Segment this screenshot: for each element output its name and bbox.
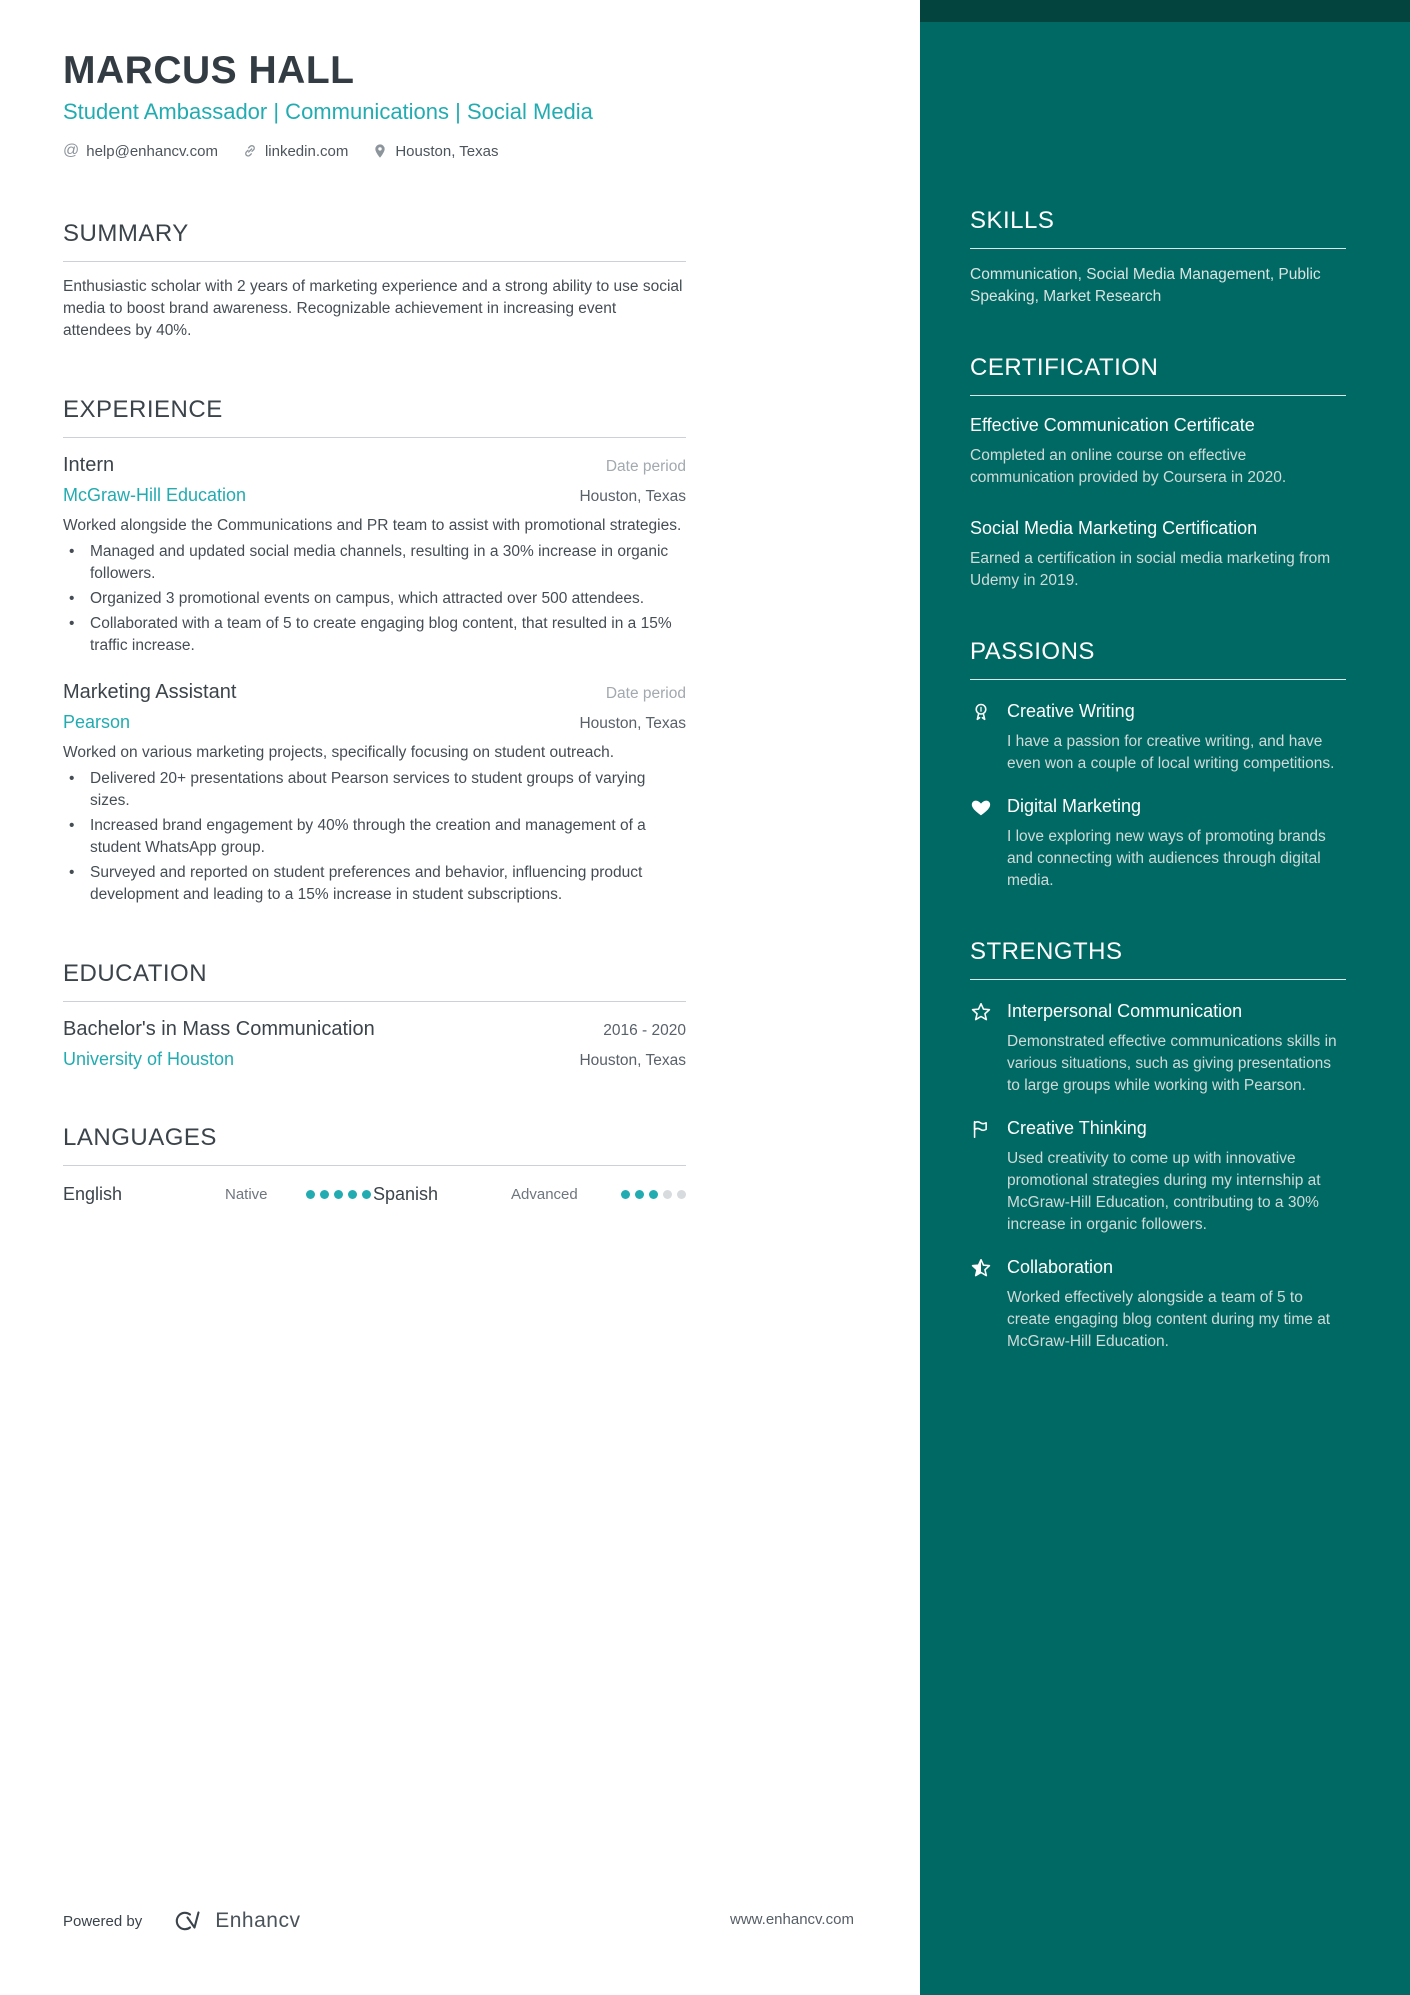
job-role: Marketing Assistant: [63, 681, 237, 703]
job-date: Date period: [605, 685, 686, 702]
education-heading: EDUCATION: [63, 960, 686, 1002]
language-name: Spanish: [373, 1184, 439, 1204]
job-bullet: • Delivered 20+ presentations about Pearson services to student groups of varying sizes.: [63, 768, 686, 812]
email-text: help@enhancv.com: [86, 142, 218, 160]
job-date: Date period: [605, 458, 686, 475]
strengths-heading: STRENGTHS: [970, 938, 1346, 980]
strength-item: [970, 1000, 1346, 1097]
linkedin-text: linkedin.com: [264, 142, 349, 160]
certification-heading: CERTIFICATION: [970, 354, 1346, 396]
education-date: 2016 - 2020: [603, 1022, 686, 1039]
main-column: [63, 0, 686, 1205]
enhancv-logo-icon[interactable]: [170, 1908, 206, 1934]
location-text: Houston, Texas: [395, 142, 499, 160]
passion-description: I have a passion for creative writing, and have even won a couple of local writing competitions.: [1007, 733, 1335, 773]
language-name: English: [63, 1184, 123, 1204]
linkedin-link[interactable]: [242, 143, 348, 160]
passion-title: Creative Writing: [1007, 701, 1135, 722]
email-link[interactable]: [63, 142, 218, 160]
certification-title: Social Media Marketing Certification: [970, 518, 1258, 539]
passion-item: [970, 795, 1346, 892]
dot-filled: [334, 1190, 343, 1199]
summary-heading: SUMMARY: [63, 220, 686, 262]
skills-list: Communication, Social Media Management, Public Speaking, Market Research: [970, 266, 1321, 305]
strength-description: Worked effectively alongside a team of 5 to create engaging blog content during my time at McGraw-Hill Education.: [1007, 1289, 1331, 1351]
link-icon: [242, 143, 258, 159]
strength-item: [970, 1256, 1346, 1353]
languages-heading: LANGUAGES: [63, 1124, 686, 1166]
languages-row: [63, 1184, 686, 1205]
passion-description: I love exploring new ways of promoting brands and connecting with audiences through digital media.: [1007, 828, 1326, 890]
passions-heading: PASSIONS: [970, 638, 1346, 680]
dot-filled: [320, 1190, 329, 1199]
sidebar-top-stripe: [920, 0, 1410, 22]
passion-title: Digital Marketing: [1007, 796, 1142, 817]
dot-filled: [635, 1190, 644, 1199]
at-icon: @: [63, 142, 80, 159]
strength-body: [1007, 1256, 1346, 1353]
education-entry: [63, 1018, 686, 1070]
education-school: University of Houston: [63, 1049, 235, 1069]
education-location: Houston, Texas: [579, 1052, 686, 1069]
contact-row: [63, 142, 686, 160]
candidate-title: Student Ambassador | Communications | Social Media: [63, 99, 593, 124]
strength-body: [1007, 1117, 1346, 1236]
half-star-icon: [970, 1256, 994, 1353]
summary-text: Enthusiastic scholar with 2 years of marketing experience and a strong ability to use social media to boost brand awareness. Recognizable achievement in increasing event attendees by 40%.: [63, 278, 683, 339]
language-level: Native: [225, 1186, 268, 1203]
job-bullet: • Managed and updated social media channels, resulting in a 30% increase in organic followers.: [63, 541, 686, 585]
job-location: Houston, Texas: [579, 715, 686, 732]
job-company: Pearson: [63, 712, 131, 732]
job-bullet: • Increased brand engagement by 40% through the creation and management of a student WhatsApp group.: [63, 815, 686, 859]
location-item: [372, 143, 498, 160]
job-location: Houston, Texas: [579, 488, 686, 505]
language-item: [63, 1184, 373, 1205]
strength-body: [1007, 1000, 1346, 1097]
passion-body: [1007, 700, 1346, 775]
footer-branding: [63, 1908, 300, 1934]
strength-title: Creative Thinking: [1007, 1118, 1147, 1139]
job-bullets: [63, 768, 686, 906]
job-bullets: [63, 541, 686, 657]
strength-description: Used creativity to come up with innovative promotional strategies during my internship at McGraw-Hill Education, contributing to a 30% increase in organic followers.: [1007, 1150, 1321, 1234]
sidebar-content: [920, 207, 1410, 1353]
job-role: Intern: [63, 454, 115, 476]
dot-filled: [348, 1190, 357, 1199]
certification-title: Effective Communication Certificate: [970, 415, 1255, 435]
dot-filled: [306, 1190, 315, 1199]
sidebar: [920, 0, 1410, 1995]
job-bullet: • Collaborated with a team of 5 to create engaging blog content, that resulted in a 15% traffic increase.: [63, 613, 686, 657]
dot-empty: [663, 1190, 672, 1199]
job-description: Worked alongside the Communications and PR team to assist with promotional strategies.: [63, 517, 682, 534]
experience-entry: [63, 454, 686, 657]
medal-icon: [970, 700, 994, 775]
certification-item: [970, 517, 1346, 592]
certification-description: Completed an online course on effective communication provided by Coursera in 2020.: [970, 447, 1287, 487]
language-proficiency-dots: [301, 1190, 371, 1199]
candidate-name: MARCUS HALL: [63, 49, 355, 92]
strength-title: Interpersonal Communication: [1007, 1001, 1243, 1022]
heart-icon: [970, 795, 994, 892]
experience-entry: [63, 681, 686, 906]
powered-by-label: Powered by: [63, 1912, 143, 1930]
job-company: McGraw-Hill Education: [63, 485, 247, 505]
passion-item: [970, 700, 1346, 775]
passion-body: [1007, 795, 1346, 892]
strength-title: Collaboration: [1007, 1257, 1114, 1278]
language-item: [373, 1184, 686, 1205]
star-icon: [970, 1000, 994, 1097]
flag-icon: [970, 1117, 994, 1236]
location-icon: [372, 143, 388, 159]
certification-description: Earned a certification in social media marketing from Udemy in 2019.: [970, 550, 1331, 590]
language-proficiency-dots: [616, 1190, 686, 1199]
enhancv-brand-name[interactable]: Enhancv: [215, 1909, 301, 1932]
job-bullet: • Organized 3 promotional events on campus, which attracted over 500 attendees.: [63, 588, 686, 610]
certification-item: [970, 414, 1346, 489]
dot-filled: [362, 1190, 371, 1199]
language-level: Advanced: [511, 1186, 578, 1203]
experience-heading: EXPERIENCE: [63, 396, 686, 438]
website-link[interactable]: www.enhancv.com: [730, 1911, 854, 1928]
education-degree: Bachelor's in Mass Communication: [63, 1018, 375, 1040]
skills-heading: SKILLS: [970, 207, 1346, 249]
dot-filled: [621, 1190, 630, 1199]
job-description: Worked on various marketing projects, specifically focusing on student outreach.: [63, 744, 615, 761]
strength-description: Demonstrated effective communications skills in various situations, such as giving presentations to large groups while working with Pearson.: [1007, 1033, 1337, 1095]
strength-item: [970, 1117, 1346, 1236]
dot-filled: [649, 1190, 658, 1199]
dot-empty: [677, 1190, 686, 1199]
job-bullet: • Surveyed and reported on student preferences and behavior, influencing product development and leading to a 15% increase in student subscriptions.: [63, 862, 686, 906]
